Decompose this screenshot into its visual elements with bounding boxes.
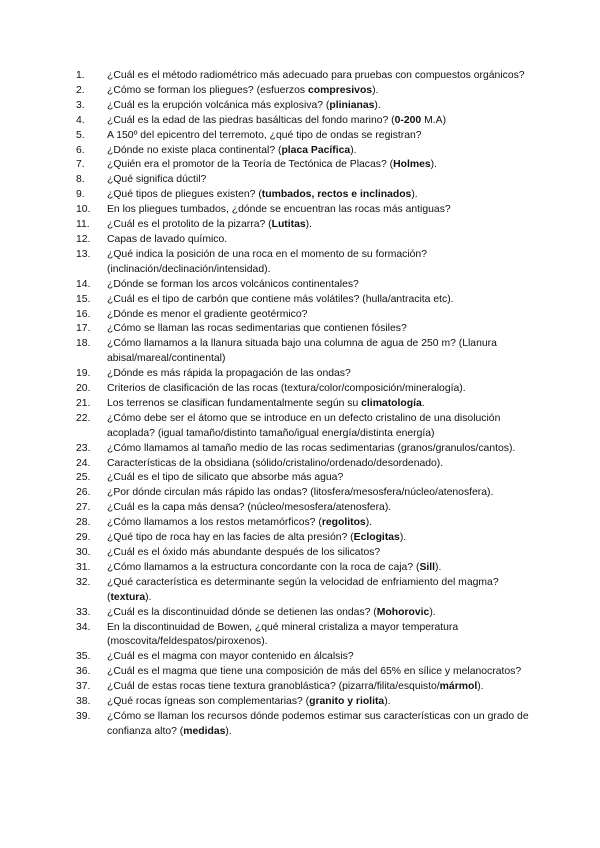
question-text-segment: ¿Cuál es el protolito de la pizarra? ( xyxy=(107,219,272,231)
answer-highlight: Lutitas xyxy=(271,219,306,231)
answer-highlight: granito y riolita xyxy=(309,696,385,708)
answer-highlight: Holmes xyxy=(393,159,431,171)
question-text-segment: ¿Qué rocas ígneas son complementarias? ( xyxy=(107,696,310,708)
question-number: 19. xyxy=(76,368,91,380)
answer-highlight: Eclogitas xyxy=(353,532,400,544)
question-item xyxy=(76,561,536,576)
question-text xyxy=(107,412,536,442)
question-item xyxy=(76,546,536,561)
question-text xyxy=(107,278,536,293)
question-item xyxy=(76,114,536,129)
question-text xyxy=(107,576,536,606)
question-number: 23. xyxy=(76,442,91,454)
question-number: 11. xyxy=(76,219,90,231)
question-number: 4. xyxy=(76,114,85,126)
question-item xyxy=(76,337,536,367)
question-number: 27. xyxy=(76,502,91,514)
question-item xyxy=(76,531,536,546)
question-number: 1. xyxy=(76,70,85,81)
question-text xyxy=(107,501,536,516)
question-number: 14. xyxy=(76,278,91,290)
question-number: 22. xyxy=(76,412,91,424)
question-text xyxy=(107,129,536,144)
question-text-segment: ). xyxy=(430,159,438,171)
question-number: 15. xyxy=(76,293,91,305)
question-number: 5. xyxy=(76,129,85,141)
question-number: 36. xyxy=(76,666,91,678)
question-number: 9. xyxy=(76,189,85,201)
question-text xyxy=(107,308,536,323)
question-text-segment: ¿Dónde se forman los arcos volcánicos continentales? xyxy=(107,278,359,290)
question-number: 17. xyxy=(76,323,91,335)
question-text xyxy=(107,695,536,710)
answer-highlight: climatología xyxy=(361,397,422,409)
answer-highlight: plinianas xyxy=(329,99,375,111)
question-text-segment: ). xyxy=(384,696,391,708)
question-text-segment: ¿Cuál es la capa más densa? (núcleo/mesosfera/atenosfera). xyxy=(107,502,392,514)
question-number: 3. xyxy=(76,99,85,111)
question-text-segment: ¿Cuál es el magma con mayor contenido en álcalsis? xyxy=(107,651,354,663)
question-number: 25. xyxy=(76,472,91,484)
question-number: 20. xyxy=(76,383,91,395)
question-text xyxy=(107,158,536,173)
question-text xyxy=(107,471,536,486)
question-text xyxy=(107,322,536,337)
question-text-segment: ). xyxy=(350,144,357,156)
question-item xyxy=(76,576,536,606)
question-number: 35. xyxy=(76,651,91,663)
question-text-segment: ¿Qué característica es determinante según la velocidad de enfriamiento del magma? ( xyxy=(107,576,499,603)
question-item xyxy=(76,248,536,278)
question-item xyxy=(76,203,536,218)
question-text-segment: ¿Qué indica la posición de una roca en el momento de su formación? (inclinación/declinación/intensidad). xyxy=(107,248,427,275)
question-text-segment: Los terrenos se clasifican fundamentalmente según su xyxy=(107,397,362,409)
question-text-segment: ¿Cuál es el magma que tiene una composición de más del 65% en sílice y melanocratos? xyxy=(107,666,522,678)
question-text xyxy=(107,188,536,203)
question-text-segment: ). xyxy=(429,606,436,618)
question-number: 13. xyxy=(76,248,91,260)
question-text-segment: Capas de lavado químico. xyxy=(107,233,228,245)
question-number: 30. xyxy=(76,547,91,558)
question-text xyxy=(107,531,536,546)
question-text-segment: ¿Dónde no existe placa continental? ( xyxy=(107,144,282,156)
question-number: 2. xyxy=(76,84,85,96)
question-number: 7. xyxy=(76,159,85,171)
question-item xyxy=(76,695,536,710)
question-item xyxy=(76,278,536,293)
question-number: 34. xyxy=(76,621,91,633)
question-text-segment: ¿Cuál es el tipo de silicato que absorbe más agua? xyxy=(107,472,344,484)
question-item xyxy=(76,680,536,695)
question-text-segment: ). xyxy=(411,189,418,201)
question-text-segment: ¿Cuál es el tipo de carbón que contiene más volátiles? (hulla/antracita etc). xyxy=(107,293,454,305)
question-text xyxy=(107,84,536,99)
answer-highlight: placa Pacífica xyxy=(281,144,351,156)
question-item xyxy=(76,218,536,233)
question-number: 24. xyxy=(76,457,91,469)
answer-highlight: Sill xyxy=(419,561,436,573)
question-text-segment: ). xyxy=(372,84,379,96)
question-item xyxy=(76,621,536,651)
question-text-segment: Criterios de clasificación de las rocas (textura/color/composición/mineralogía). xyxy=(107,383,466,395)
answer-highlight: mármol xyxy=(439,681,478,693)
answer-highlight: textura xyxy=(110,591,146,603)
question-text-segment: ). xyxy=(225,725,232,737)
question-text-segment: ¿Cómo debe ser el átomo que se introduce en un defecto cristalino de una disolución acoplada? (igual tamaño/distinto tamaño/igual energía/distinta energía) xyxy=(107,412,501,439)
question-text-segment: ). xyxy=(435,561,442,573)
question-number: 8. xyxy=(76,174,85,186)
question-text xyxy=(107,621,536,651)
question-text xyxy=(107,650,536,665)
question-text-segment: ¿Cómo se forman los pliegues? (esfuerzos xyxy=(107,84,308,96)
question-number: 39. xyxy=(76,710,91,722)
question-text xyxy=(107,486,536,501)
question-text-segment: ). xyxy=(477,681,484,693)
question-item xyxy=(76,158,536,173)
question-item xyxy=(76,501,536,516)
question-text-segment: ¿Cuál es el óxido más abundante después de los silicatos? xyxy=(107,547,381,558)
question-text xyxy=(107,680,536,695)
answer-highlight: compresivos xyxy=(307,84,373,96)
question-item xyxy=(76,233,536,248)
question-text xyxy=(107,69,536,84)
question-text-segment: ). xyxy=(305,219,313,231)
question-text xyxy=(107,442,536,457)
question-text-segment: ¿Cómo se llaman las rocas sedimentarias que contienen fósiles? xyxy=(107,323,407,335)
question-number: 31. xyxy=(76,561,91,573)
answer-highlight: Mohorovic xyxy=(376,606,430,618)
question-item xyxy=(76,367,536,382)
answer-highlight: 0-200 xyxy=(394,114,422,126)
question-item xyxy=(76,293,536,308)
question-item xyxy=(76,84,536,99)
question-text xyxy=(107,606,536,621)
question-text xyxy=(107,367,536,382)
question-text xyxy=(107,710,536,740)
question-text xyxy=(107,203,536,218)
question-item xyxy=(76,442,536,457)
question-number: 12. xyxy=(76,233,91,245)
question-text xyxy=(107,516,536,531)
question-text-segment: ¿Por dónde circulan más rápido las ondas? (litosfera/mesosfera/núcleo/atenosfera). xyxy=(107,487,494,499)
question-text-segment: ). xyxy=(365,517,373,529)
question-text xyxy=(107,293,536,308)
question-text-segment: ¿Qué tipos de pliegues existen? ( xyxy=(107,189,262,201)
question-item xyxy=(76,471,536,486)
question-item xyxy=(76,606,536,621)
question-text xyxy=(107,248,536,278)
question-item xyxy=(76,69,536,84)
question-text xyxy=(107,144,536,159)
question-text-segment: ¿Quién era el promotor de la Teoría de Tectónica de Placas? ( xyxy=(107,159,394,171)
question-text-segment: En los pliegues tumbados, ¿dónde se encuentran las rocas más antiguas? xyxy=(107,204,451,216)
question-number: 32. xyxy=(76,576,91,588)
question-text xyxy=(107,546,536,561)
question-item xyxy=(76,144,536,159)
question-item xyxy=(76,188,536,203)
question-text-segment: ¿Cuál es la edad de las piedras basálticas del fondo marino? ( xyxy=(107,114,395,126)
question-number: 28. xyxy=(76,517,91,529)
question-text xyxy=(107,561,536,576)
question-text-segment: A 150º del epicentro del terremoto, ¿qué tipo de ondas se registran? xyxy=(107,129,422,141)
question-text-segment: ). xyxy=(399,532,407,544)
question-text-segment: ¿Dónde es más rápida la propagación de las ondas? xyxy=(107,368,351,380)
question-item xyxy=(76,99,536,114)
question-item xyxy=(76,457,536,472)
question-text xyxy=(107,99,536,114)
question-number: 33. xyxy=(76,606,91,618)
question-item xyxy=(76,710,536,740)
question-text-segment: ¿Cuál es la discontinuidad dónde se detienen las ondas? ( xyxy=(107,606,377,618)
question-item xyxy=(76,412,536,442)
question-text xyxy=(107,382,536,397)
question-text-segment: ¿Cuál es la erupción volcánica más explosiva? ( xyxy=(107,99,330,111)
question-text xyxy=(107,457,536,472)
question-number: 26. xyxy=(76,487,91,499)
question-text-segment: ¿Cuál es el método radiométrico más adecuado para pruebas con compuestos orgánicos? xyxy=(107,70,525,81)
question-text-segment: ¿Qué tipo de roca hay en las facies de alta presión? ( xyxy=(107,532,354,544)
question-item xyxy=(76,516,536,531)
question-number: 6. xyxy=(76,144,85,156)
question-text-segment: ¿Cómo llamamos al tamaño medio de las rocas sedimentarias (granos/granulos/cantos). xyxy=(107,442,516,454)
question-item xyxy=(76,308,536,323)
answer-highlight: tumbados, rectos e inclinados xyxy=(261,189,412,201)
question-text-segment: . xyxy=(421,397,425,409)
question-text-segment: ¿Cuál de estas rocas tiene textura granoblástica? (pizarra/filita/esquisto/ xyxy=(107,681,440,693)
question-number: 37. xyxy=(76,681,91,693)
question-text xyxy=(107,665,536,680)
question-number: 10. xyxy=(76,204,91,216)
question-text-segment: En la discontinuidad de Bowen, ¿qué mineral cristaliza a mayor temperatura (moscovita/feldespatos/piroxenos). xyxy=(107,621,459,648)
question-text xyxy=(107,218,536,233)
question-number: 21. xyxy=(76,397,91,409)
question-list xyxy=(76,69,536,740)
question-item xyxy=(76,650,536,665)
question-text-segment: ¿Cómo llamamos a los restos metamórficos? ( xyxy=(107,517,322,529)
question-text-segment: ¿Cómo llamamos a la estructura concordante con la roca de caja? ( xyxy=(107,561,420,573)
answer-highlight: regolitos xyxy=(321,517,366,529)
question-number: 29. xyxy=(76,532,91,544)
question-text xyxy=(107,233,536,248)
question-text xyxy=(107,337,536,367)
question-number: 16. xyxy=(76,308,91,320)
question-number: 18. xyxy=(76,338,91,350)
question-text-segment: ¿Cómo se llaman los recursos dónde podemos estimar sus características con un grado de confianza alto? ( xyxy=(107,710,529,737)
question-item xyxy=(76,486,536,501)
question-text-segment: ). xyxy=(145,591,152,603)
question-text xyxy=(107,173,536,188)
question-text-segment: ¿Cómo llamamos a la llanura situada bajo una columna de agua de 250 m? (Llanura abisal/mareal/continental) xyxy=(107,338,497,365)
question-item xyxy=(76,665,536,680)
answer-highlight: medidas xyxy=(183,725,226,737)
question-text-segment: Características de la obsidiana (sólido/cristalino/ordenado/desordenado). xyxy=(107,457,444,469)
question-item xyxy=(76,129,536,144)
question-text-segment: ¿Qué significa dúctil? xyxy=(107,174,207,186)
question-text xyxy=(107,397,536,412)
question-number: 38. xyxy=(76,696,91,708)
question-item xyxy=(76,382,536,397)
question-item xyxy=(76,322,536,337)
question-item xyxy=(76,173,536,188)
question-text-segment: M.A) xyxy=(421,114,447,126)
question-text-segment: ). xyxy=(374,99,381,111)
question-item xyxy=(76,397,536,412)
question-text-segment: ¿Dónde es menor el gradiente geotérmico? xyxy=(107,308,308,320)
question-text xyxy=(107,114,536,129)
